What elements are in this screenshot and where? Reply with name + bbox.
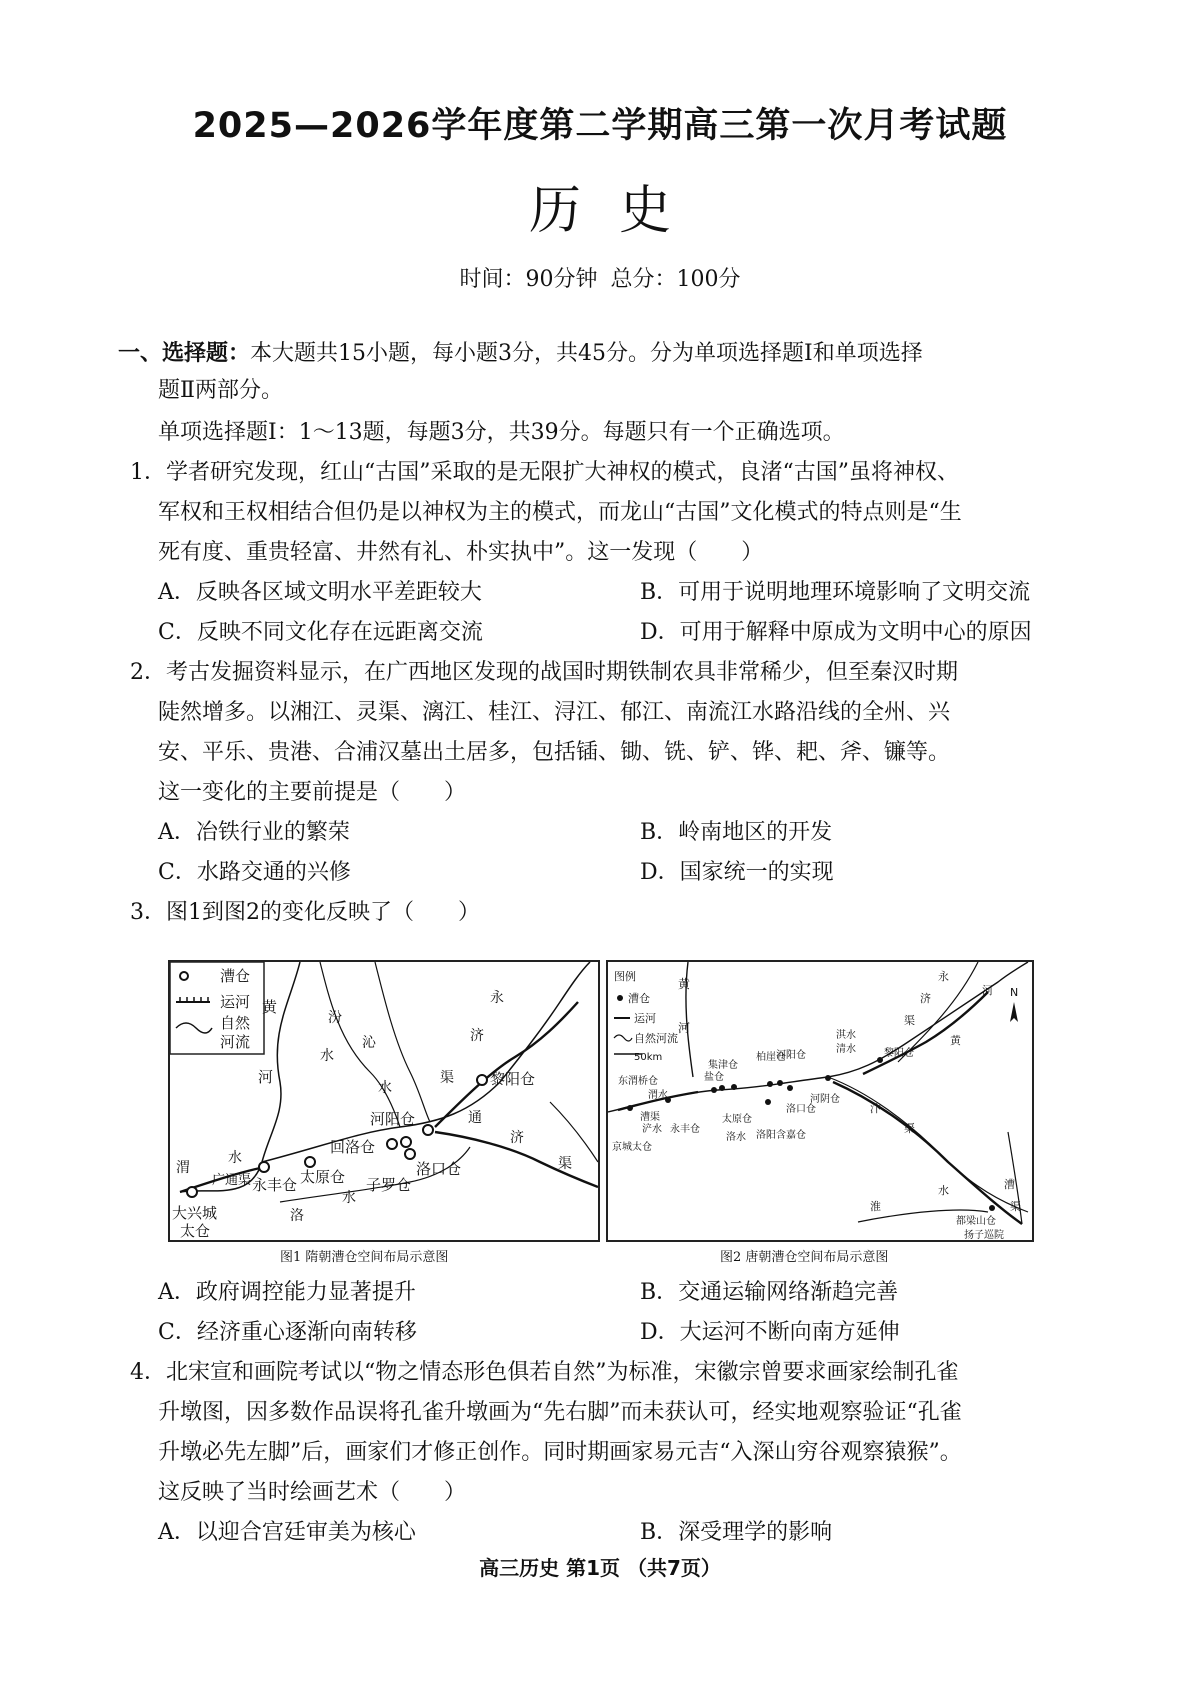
fig1-legend-river: 河流 bbox=[220, 1033, 251, 1051]
fig2-label-caoqu: 漕渠 bbox=[640, 1112, 660, 1123]
fig1-label-qin-shui: 水 bbox=[378, 1080, 392, 1096]
fig2-label-luokou: 洛口仓 bbox=[786, 1104, 816, 1115]
fig2-label-yangzi: 扬子巡院 bbox=[964, 1230, 1004, 1240]
page-footer: 高三历史 第1页 （共7页） bbox=[479, 1556, 721, 1580]
fig1-ziluo-granary-marker bbox=[401, 1137, 411, 1147]
fig1-label-luo-shui: 水 bbox=[342, 1190, 356, 1206]
fig2-label-jingcheng: 京城太仓 bbox=[612, 1142, 652, 1153]
fig2-label-yong: 永 bbox=[938, 970, 949, 983]
fig2-jijin-granary-marker bbox=[711, 1087, 717, 1093]
fig1-label-fen-shui: 水 bbox=[320, 1048, 334, 1064]
fig2-label-cao-qu: 渠 bbox=[1010, 1200, 1021, 1213]
fig1-huiluo-granary-marker bbox=[387, 1139, 397, 1149]
section-heading: 一、选择题： bbox=[118, 340, 251, 366]
q4-stem-3: 升墩必先左脚”后，画家们才修正创作。同时期画家易元吉“入深山穷谷观察猿猴”。 bbox=[158, 1440, 962, 1465]
section-desc-2: 题Ⅱ两部分。 bbox=[158, 378, 283, 403]
fig2-legend-title: 图例 bbox=[614, 970, 636, 983]
q4-stem-4: 这反映了当时绘画艺术（ ） bbox=[158, 1480, 467, 1505]
q3-option-b[interactable]: B．交通运输网络渐趋完善 bbox=[640, 1280, 899, 1305]
fig1-label-ziluo-granary: 子罗仓 bbox=[366, 1176, 412, 1194]
fig2-label-dongweiqiao: 东渭桥仓 bbox=[618, 1076, 658, 1087]
fig1-label-daxing: 大兴城 bbox=[172, 1204, 218, 1222]
fig2-label-taiyuan: 太原仓 bbox=[722, 1114, 752, 1125]
fig1-label-taiyuan-granary: 太原仓 bbox=[300, 1168, 346, 1186]
q1-stem-3: 死有度、重贵轻富、井然有礼、朴实执中”。这一发现（ ） bbox=[158, 540, 764, 565]
q1-stem-2: 军权和王权相结合但仍是以神权为主的模式，而龙山“古国”文化模式的特点则是“生 bbox=[158, 500, 962, 525]
q4-stem-2: 升墩图，因多数作品误将孔雀升墩画为“先右脚”而未获认可，经实地观察验证“孔雀 bbox=[158, 1400, 962, 1425]
fig1-label-tongji-ji: 济 bbox=[510, 1130, 524, 1146]
fig1-label-liyang-granary: 黎阳仓 bbox=[490, 1070, 536, 1088]
fig2-label-luoshui: 洛水 bbox=[726, 1132, 746, 1143]
q1-option-d[interactable]: D．可用于解释中原成为文明中心的原因 bbox=[640, 620, 1032, 645]
fig1-label-fen: 汾 bbox=[328, 1010, 342, 1026]
fig1-qin-river bbox=[375, 962, 430, 1122]
fig2-label-heyang: 河阳仓 bbox=[776, 1050, 806, 1061]
q3-stem: 3．图1到图2的变化反映了（ ） bbox=[130, 900, 480, 925]
fig2-label-qingshui: 清水 bbox=[836, 1044, 856, 1055]
exam-title: 2025—2026学年度第二学期高三第一次月考试题 bbox=[192, 106, 1008, 146]
figure-2-tang-map bbox=[606, 960, 1034, 1242]
subject-title: 历史 bbox=[528, 181, 709, 241]
fig1-taiyuan-granary-marker bbox=[305, 1157, 315, 1167]
fig1-label-wei-shui: 水 bbox=[228, 1150, 242, 1166]
fig1-label-taicang: 太仓 bbox=[180, 1222, 211, 1240]
fig2-legend-river-icon bbox=[614, 1035, 632, 1041]
fig2-label-cao: 漕 bbox=[1004, 1178, 1015, 1191]
q2-stem-2: 陡然增多。以湘江、灵渠、漓江、桂江、浔江、郁江、南流江水路沿线的全州、兴 bbox=[158, 700, 951, 725]
fig2-legend-river: 自然河流 bbox=[634, 1032, 678, 1045]
fig2-luokou-granary-marker bbox=[787, 1085, 793, 1091]
q4-option-b[interactable]: B．深受理学的影响 bbox=[640, 1520, 833, 1545]
figure-2-svg bbox=[608, 962, 1032, 1240]
q3-option-a[interactable]: A．政府调控能力显著提升 bbox=[158, 1280, 416, 1305]
fig2-liyang-granary-marker bbox=[877, 1057, 883, 1063]
fig2-heyin-granary-marker bbox=[825, 1075, 831, 1081]
figure-1-caption: 图1 隋朝漕仓空间布局示意图 bbox=[280, 1250, 449, 1265]
q2-option-d[interactable]: D．国家统一的实现 bbox=[640, 860, 834, 885]
fig2-tongji-canal bbox=[833, 1082, 1022, 1224]
q1-stem-1: 1．学者研究发现，红山“古国”采取的是无限扩大神权的模式，良渚“古国”虽将神权、 bbox=[130, 460, 959, 485]
fig1-legend-canal: 运河 bbox=[220, 993, 251, 1011]
fig1-label-tong: 通 bbox=[468, 1110, 482, 1126]
fig2-label-weishui: 渭水 bbox=[648, 1090, 668, 1101]
fig1-label-yongfeng-granary: 永丰仓 bbox=[252, 1176, 298, 1194]
fig2-label-qu: 渠 bbox=[904, 1014, 915, 1027]
fig1-label-ji: 济 bbox=[470, 1028, 484, 1044]
q3-option-d[interactable]: D．大运河不断向南方延伸 bbox=[640, 1320, 900, 1345]
fig2-label-qishui: 淇水 bbox=[836, 1030, 856, 1041]
q1-option-b[interactable]: B．可用于说明地理环境影响了文明交流 bbox=[640, 580, 1031, 605]
q2-stem-4: 这一变化的主要前提是（ ） bbox=[158, 780, 467, 805]
q4-option-a[interactable]: A．以迎合宫廷审美为核心 bbox=[158, 1520, 416, 1545]
fig2-dongweiqiao-granary-marker bbox=[627, 1105, 633, 1111]
fig1-label-wei: 渭 bbox=[176, 1160, 190, 1176]
fig2-label-qu2: 渠 bbox=[904, 1122, 915, 1135]
fig2-heyang-granary-marker bbox=[777, 1080, 783, 1086]
fig1-label-huiluo-granary: 回洛仓 bbox=[330, 1138, 376, 1156]
q3-option-c[interactable]: C．经济重心逐渐向南转移 bbox=[158, 1320, 417, 1345]
fig1-legend-natural: 自然 bbox=[220, 1014, 251, 1032]
q2-option-b[interactable]: B．岭南地区的开发 bbox=[640, 820, 833, 845]
fig1-label-luokou-granary: 洛口仓 bbox=[416, 1160, 462, 1178]
fig1-label-heyang-granary: 河阳仓 bbox=[370, 1110, 416, 1128]
fig2-label-yongfeng: 永丰仓 bbox=[670, 1124, 700, 1135]
fig2-label-he2: 河 bbox=[982, 984, 993, 997]
q2-option-a[interactable]: A．冶铁行业的繁荣 bbox=[158, 820, 350, 845]
fig1-label-he: 河 bbox=[258, 1068, 274, 1086]
fig2-label-duliangshan: 都梁山仓 bbox=[956, 1216, 996, 1227]
fig2-label-hanjia: 洛阳含嘉仓 bbox=[756, 1130, 806, 1141]
fig1-liyang-granary-marker bbox=[477, 1075, 487, 1085]
fig1-heyang-granary-marker bbox=[423, 1125, 433, 1135]
figure-1-sui-map bbox=[168, 960, 600, 1242]
fig1-yongfeng-granary-marker bbox=[259, 1162, 269, 1172]
fig2-legend-granary: 漕仓 bbox=[628, 992, 650, 1005]
fig2-duliangshan-granary-marker bbox=[989, 1205, 995, 1211]
fig1-label-luo: 洛 bbox=[290, 1208, 304, 1224]
q2-stem-3: 安、平乐、贵港、合浦汉墓出土居多，包括锸、锄、铣、铲、铧、耙、斧、镰等。 bbox=[158, 740, 951, 765]
q1-option-a[interactable]: A．反映各区域文明水平差距较大 bbox=[158, 580, 482, 605]
fig2-legend-canal: 运河 bbox=[634, 1012, 656, 1025]
fig1-daxing-granary-marker bbox=[187, 1187, 197, 1197]
q1-option-c[interactable]: C．反映不同文化存在远距离交流 bbox=[158, 620, 483, 645]
figure-1-svg bbox=[170, 962, 598, 1240]
fig2-label-jijin: 集津仓 bbox=[708, 1060, 738, 1071]
fig2-label-he: 河 bbox=[678, 1021, 691, 1035]
fig2-legend-granary-icon bbox=[617, 995, 623, 1001]
fig2-label-north: N bbox=[1010, 986, 1019, 999]
fig2-baiya-granary-marker bbox=[767, 1081, 773, 1087]
section-heading-line bbox=[118, 338, 923, 369]
figure-2-caption: 图2 唐朝漕仓空间布局示意图 bbox=[720, 1250, 889, 1265]
fig1-legend-granary: 漕仓 bbox=[220, 967, 251, 985]
fig2-label-huang2: 黄 bbox=[950, 1034, 961, 1047]
q4-stem-1: 4．北宋宣和画院考试以“物之情态形色俱若自然”为标准，宋徽宗曾要求画家绘制孔雀 bbox=[130, 1360, 959, 1385]
fig2-legend-scale: 50km bbox=[634, 1052, 663, 1063]
section-sub: 单项选择题Ⅰ：1～13题，每题3分，共39分。每题只有一个正确选项。 bbox=[158, 420, 845, 445]
fig2-label-yancang: 盐仓 bbox=[704, 1072, 724, 1083]
q2-stem-1: 2．考古发掘资料显示，在广西地区发现的战国时期铁制农具非常稀少，但至秦汉时期 bbox=[130, 660, 958, 685]
fig2-label-huai: 淮 bbox=[870, 1200, 881, 1213]
fig2-taiyuan-granary-marker bbox=[731, 1084, 737, 1090]
fig2-label-baiya: 柏崖仓 bbox=[756, 1052, 786, 1063]
fig1-east-river bbox=[550, 1102, 598, 1162]
fig2-label-liyang: 黎阳仓 bbox=[884, 1048, 914, 1059]
exam-meta: 时间：90分钟 总分：100分 bbox=[459, 267, 741, 292]
fig1-label-qin: 沁 bbox=[362, 1035, 376, 1051]
section-desc: 本大题共15小题，每小题3分，共45分。分为单项选择题Ⅰ和单项选择 bbox=[250, 341, 923, 366]
fig1-label-tongji-qu: 渠 bbox=[558, 1156, 572, 1172]
fig2-label-chanshui: 浐水 bbox=[642, 1124, 662, 1135]
fig2-label-bian: 汴 bbox=[870, 1102, 881, 1115]
q2-option-c[interactable]: C．水路交通的兴修 bbox=[158, 860, 351, 885]
fig2-yan-granary-marker bbox=[719, 1085, 725, 1091]
fig2-label-heyin: 河阴仓 bbox=[810, 1094, 840, 1105]
fig2-label-ji: 济 bbox=[920, 992, 931, 1005]
fig2-label-huang: 黄 bbox=[678, 977, 691, 991]
fig2-north-arrow-icon bbox=[1010, 1002, 1018, 1022]
fig1-label-huang: 黄 bbox=[262, 998, 278, 1016]
fig1-label-guangtong: 广通渠 bbox=[212, 1173, 252, 1188]
fig1-luokou-granary-marker bbox=[405, 1149, 415, 1159]
fig2-label-shui: 水 bbox=[938, 1184, 949, 1197]
fig1-fen-river bbox=[320, 962, 400, 1127]
fig1-label-yong: 永 bbox=[490, 990, 504, 1006]
fig1-label-qu: 渠 bbox=[440, 1070, 454, 1086]
fig2-hanjia-granary-marker bbox=[765, 1099, 771, 1105]
